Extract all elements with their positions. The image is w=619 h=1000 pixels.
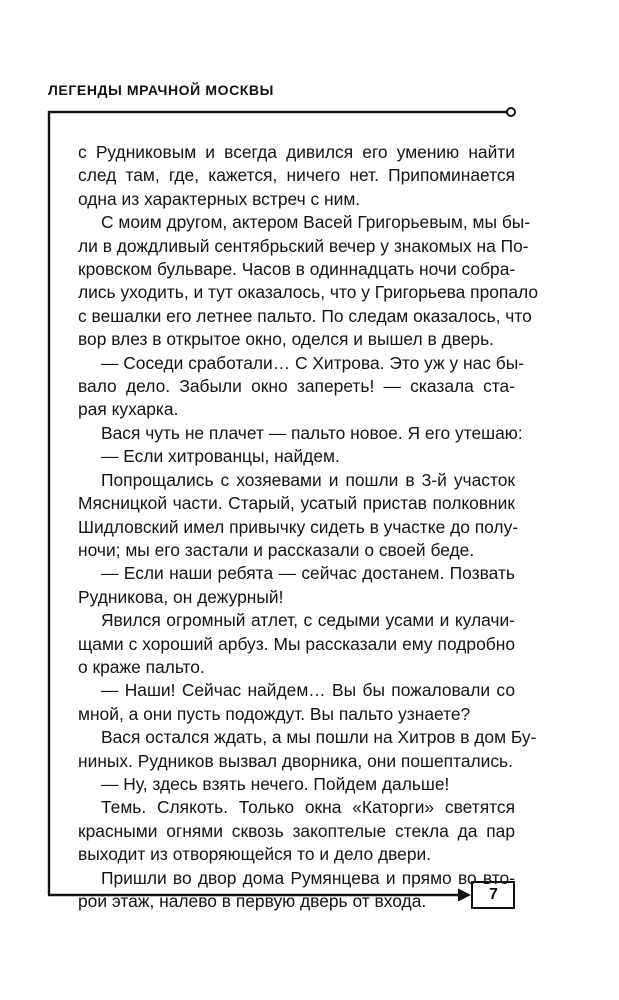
text-line: ли в дождливый сентябрьский вечер у знакомых на По- xyxy=(78,235,529,256)
text-line: рой этаж, налево в первую дверь от входа. xyxy=(78,891,427,911)
page-number: 7 xyxy=(489,886,498,903)
text-line: лись уходить, и тут оказалось, что у Григорьева пропало xyxy=(78,282,539,303)
text-line: Попрощались с хозяевами и пошли в 3-й участок xyxy=(101,469,515,490)
text-line: — Ну, здесь взять нечего. Пойдем дальше! xyxy=(101,773,450,794)
text-line: Вася остался ждать, а мы пошли на Хитров в дом Бу- xyxy=(101,727,537,748)
text-line: Темь. Слякоть. Только окна «Каторги» светятся xyxy=(101,797,515,818)
running-head-title: ЛЕГЕНДЫ МРАЧНОЙ МОСКВЫ xyxy=(48,82,274,98)
text-line: выходит из отворяющейся то и дело двери. xyxy=(78,844,432,865)
text-line: след там, где, кажется, ничего нет. Припоминается xyxy=(78,165,515,186)
text-line: Явился огромный атлет, с седыми усами и кулачи- xyxy=(101,610,515,631)
text-line: Шидловский имел привычку сидеть в участке до полу- xyxy=(78,516,519,537)
text-line: С моим другом, актером Васей Григорьевым, мы бы- xyxy=(101,212,531,233)
text-line: Мясницкой части. Старый, усатый пристав полковник xyxy=(78,493,515,514)
text-line: — Если наши ребята — сейчас достанем. Позвать xyxy=(101,563,515,584)
text-line: одна из характерных встреч с ним. xyxy=(78,188,361,209)
text-line: вор влез в открытое окно, оделся и вышел в дверь. xyxy=(78,329,494,350)
text-line: — Если хитрованцы, найдем. xyxy=(101,446,340,467)
text-line: мной, а они пусть подождут. Вы пальто узнаете? xyxy=(78,703,471,724)
text-line: с Рудниковым и всегда дивился его умению найти xyxy=(78,142,515,162)
text-line: кровском бульваре. Часов в одиннадцать ночи собра- xyxy=(78,259,516,280)
text-line: с вешалки его летнее пальто. По следам оказалось, что xyxy=(78,305,532,326)
text-line: Пришли во двор дома Румянцева и прямо во вто- xyxy=(101,867,515,888)
text-line: вало дело. Забыли окно запереть! — сказала ста- xyxy=(78,376,515,397)
text-line: — Соседи сработали… С Хитрова. Это уж у нас бы- xyxy=(101,352,525,373)
text-line: Рудникова, он дежурный! xyxy=(78,586,284,607)
text-line: Вася чуть не плачет — пальто новое. Я его утешаю: xyxy=(101,422,523,443)
text-line: ниных. Рудников вызвал дворника, они пошептались. xyxy=(78,750,513,771)
body-text xyxy=(78,141,539,913)
text-line: ночи; мы его застали и рассказали о своей беде. xyxy=(78,539,475,560)
text-line: щами с хороший арбуз. Мы рассказали ему подробно xyxy=(78,633,515,654)
text-line: красными огнями сквозь закоптелые стекла да пар xyxy=(78,820,515,841)
frame-end-circle xyxy=(507,108,515,116)
text-line: — Наши! Сейчас найдем… Вы бы пожаловали со xyxy=(101,680,515,701)
text-line: о краже пальто. xyxy=(78,656,205,677)
text-line: рая кухарка. xyxy=(78,399,179,420)
